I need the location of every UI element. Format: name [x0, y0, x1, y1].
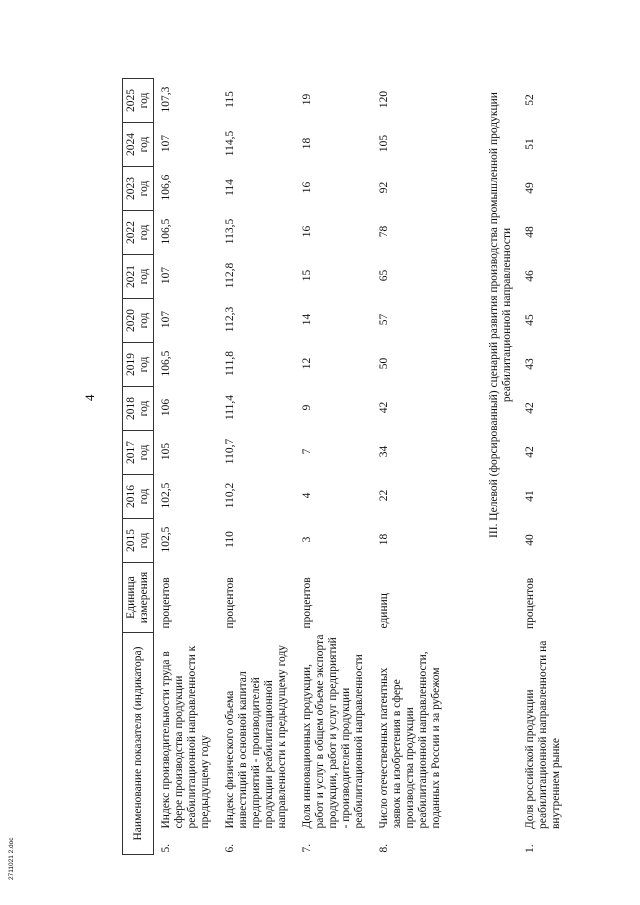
footer-filename: 2711021 2.doc: [8, 837, 15, 880]
value-cell: 16: [301, 225, 313, 238]
row-index: 8.: [378, 843, 390, 853]
table-row: [218, 79, 295, 855]
header-year-cell: 2016 год: [123, 475, 154, 519]
header-year-cell: 2024 год: [123, 123, 154, 167]
value-cell: 41: [524, 490, 536, 502]
value-cell: 16: [301, 181, 313, 194]
value-cell: 45: [524, 314, 536, 326]
unit-cell: процентов: [224, 577, 236, 629]
value-cell: 92: [378, 181, 390, 194]
value-cell: 102,5: [160, 482, 172, 509]
value-cell: 42: [524, 446, 536, 458]
value-cell: 4: [301, 492, 313, 499]
table-row: [295, 79, 372, 855]
value-cell: 18: [378, 533, 390, 546]
unit-cell: процентов: [160, 577, 172, 629]
header-unit: Единица измерения: [123, 563, 154, 633]
page-number: 4: [82, 394, 97, 401]
value-cell: 105: [378, 134, 390, 153]
row-index: 5.: [160, 843, 172, 853]
header-year-cell: 2022 год: [123, 211, 154, 255]
section-title: III. Целевой (форсированный) сценарий развития производства промышленной продукции реабилитационной направленности: [488, 92, 513, 538]
table-row: [372, 79, 449, 855]
value-cell: 110: [224, 531, 236, 548]
value-cell: 106,6: [160, 174, 172, 201]
unit-cell: единиц: [378, 593, 390, 629]
value-cell: 107: [160, 134, 172, 153]
header-year-cell: 2023 год: [123, 167, 154, 211]
value-cell: 19: [301, 93, 313, 106]
value-cell: 102,5: [160, 526, 172, 553]
header-year-cell: 2019 год: [123, 343, 154, 387]
value-cell: 14: [301, 313, 313, 326]
indicators-table: [122, 78, 449, 855]
value-cell: 111,8: [224, 350, 236, 377]
header-year-cell: 2025 год: [123, 79, 154, 123]
row-index: 6.: [224, 843, 236, 853]
header-year-cell: 2017 год: [123, 431, 154, 475]
table-header-row: [123, 79, 154, 855]
value-cell: 57: [378, 313, 390, 326]
value-cell: 107,3: [160, 86, 172, 113]
value-cell: 12: [301, 357, 313, 370]
header-year-cell: 2021 год: [123, 255, 154, 299]
value-cell: 65: [378, 269, 390, 282]
value-cell: 48: [524, 226, 536, 238]
value-cell: 49: [524, 182, 536, 194]
table-row: [518, 79, 569, 855]
row-index: 1.: [524, 844, 536, 853]
indicator-name: Доля российской продукции реабилитационной направленности на внутреннем рынке: [524, 640, 562, 829]
value-cell: 106: [160, 398, 172, 417]
value-cell: 106,5: [160, 350, 172, 377]
unit-cell: процентов: [524, 577, 536, 629]
indicators-table-scenario: [518, 79, 569, 855]
indicator-name: Число отечественных патентных заявок на изобретения в сфере производства продукции реабилитационной направленности, поданных в России и за рубежом: [378, 651, 442, 829]
value-cell: 112,8: [224, 262, 236, 289]
row-index: 7.: [301, 843, 313, 853]
value-cell: 40: [524, 534, 536, 546]
indicator-name: Индекс физического объема инвестиций в основной капитал предприятий - производителей продукции реабилитационной направленности к предыдущему году: [224, 644, 288, 829]
value-cell: 22: [378, 489, 390, 502]
value-cell: 112,3: [224, 306, 236, 333]
value-cell: 42: [378, 401, 390, 414]
value-cell: 111,4: [224, 394, 236, 421]
value-cell: 115: [224, 91, 236, 108]
unit-cell: процентов: [301, 577, 313, 629]
header-indicator-name: Наименование показателя (индикатора): [123, 633, 154, 855]
value-cell: 46: [524, 270, 536, 282]
header-year-cell: 2018 год: [123, 387, 154, 431]
value-cell: 107: [160, 310, 172, 329]
value-cell: 113,5: [224, 218, 236, 245]
value-cell: 51: [524, 138, 536, 150]
value-cell: 78: [378, 225, 390, 238]
header-year-cell: 2020 год: [123, 299, 154, 343]
table-row: [154, 79, 219, 855]
value-cell: 34: [378, 445, 390, 458]
rotated-page-content: [78, 75, 562, 855]
value-cell: 107: [160, 266, 172, 285]
value-cell: 42: [524, 402, 536, 414]
value-cell: 120: [378, 90, 390, 109]
value-cell: 110,7: [224, 438, 236, 465]
value-cell: 18: [301, 137, 313, 150]
value-cell: 52: [524, 94, 536, 106]
value-cell: 43: [524, 358, 536, 370]
value-cell: 9: [301, 404, 313, 411]
indicator-name: Индекс производительности труда в сфере производства продукции реабилитационной направленности к предыдущему году: [160, 645, 211, 829]
value-cell: 110,2: [224, 482, 236, 509]
value-cell: 7: [301, 448, 313, 455]
value-cell: 50: [378, 357, 390, 370]
value-cell: 114,5: [224, 130, 236, 157]
value-cell: 3: [301, 536, 313, 543]
indicator-name: Доля инновационных продукции, работ и услуг в общем объеме экспорта продукции, работ и услуг предприятий - производителей продукции реабилитационной направленности: [301, 634, 365, 829]
value-cell: 105: [160, 442, 172, 461]
value-cell: 114: [224, 179, 236, 196]
value-cell: 106,5: [160, 218, 172, 245]
value-cell: 15: [301, 269, 313, 282]
header-year-cell: 2015 год: [123, 519, 154, 563]
